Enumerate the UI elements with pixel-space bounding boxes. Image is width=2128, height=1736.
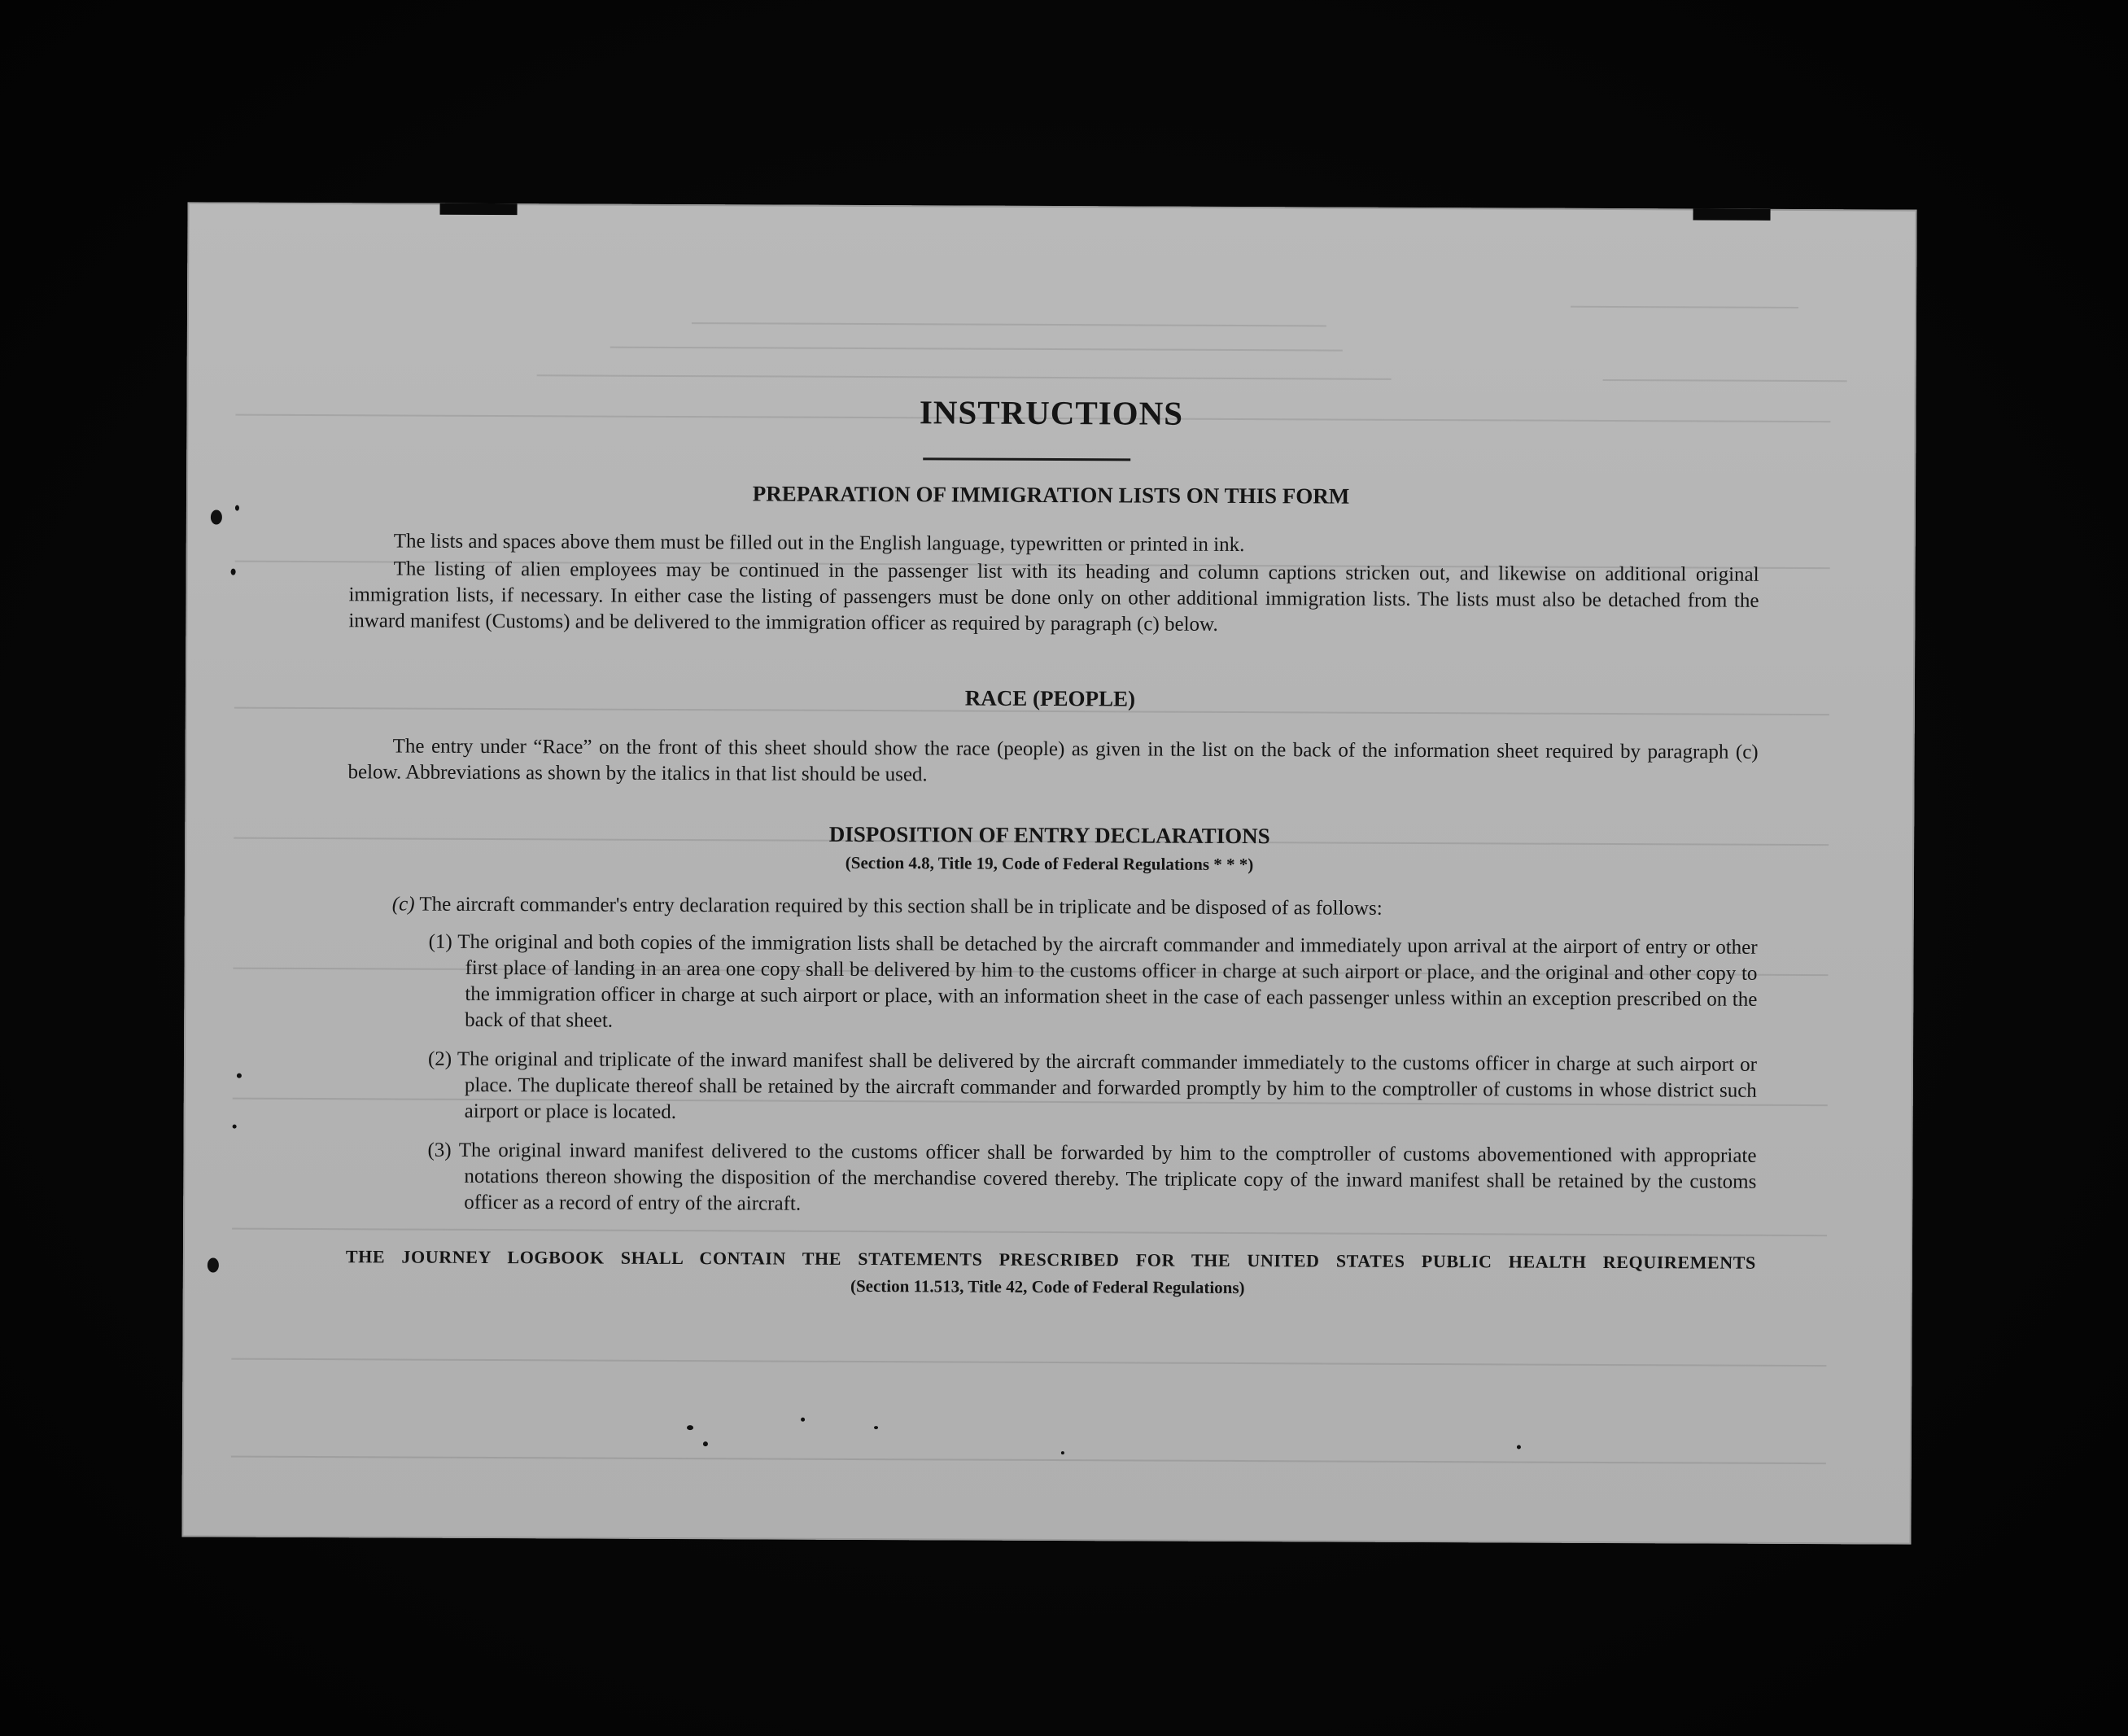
section-heading-disposition: DISPOSITION OF ENTRY DECLARATIONS [828, 821, 1270, 849]
footer-health-requirements: THE JOURNEY LOGBOOK SHALL CONTAIN THE STATEMENTS PRESCRIBED FOR THE UNITED STATES PUBLIC HEALTH REQUIREMENTS [345, 1246, 1756, 1273]
section-citation: (Section 4.8, Title 19, Code of Federal Regulations * * *) [845, 852, 1254, 875]
section-heading-preparation: PREPARATION OF IMMIGRATION LISTS ON THIS FORM [752, 481, 1350, 509]
list-item-number: (1) [428, 930, 452, 953]
list-item-text: The original and triplicate of the inward manifest shall be delivered by the aircraft commander immediately to the customs officer in charge at such airport or place. The duplicate thereof shall be retained by the aircraft commander and forwarded promptly by him to the comptroller of customs in whose district such airport or place is located. [457, 1047, 1758, 1124]
paragraph-race: The entry under “Race” on the front of this sheet should show the race (people) as given in the list on the back of the information sheet required by paragraph (c) below. Abbreviations as shown by the italics in that list should be used. [347, 735, 1759, 786]
paragraph-language: The lists and spaces above them must be filled out in the English language, typewritten or printed in ink. [393, 530, 1245, 557]
page-title: INSTRUCTIONS [919, 393, 1184, 432]
list-item [428, 1047, 1757, 1130]
list-item [427, 1138, 1756, 1222]
paragraph-c-label: (c) [391, 893, 415, 916]
footer-citation: (Section 11.513, Title 42, Code of Federal Regulations) [850, 1275, 1245, 1298]
section-heading-race: RACE (PEOPLE) [964, 685, 1136, 711]
list-item-number: (2) [427, 1047, 452, 1070]
form-sheet [181, 202, 1916, 1544]
list-item-number: (3) [427, 1139, 452, 1161]
list-item [428, 929, 1758, 1039]
instructions-content [181, 202, 1916, 1544]
paragraph-c-text: The aircraft commander's entry declaration required by this section shall be in triplicate and be disposed of as follows: [419, 893, 1383, 920]
paragraph-alien-employees: The listing of alien employees may be continued in the passenger list with its heading and column captions stricken out, and likewise on additional original immigration lists, if necessary. In either case the listing of passengers must be done only on other additional immigration lists. The lists must also be detached from the inward manifest (Customs) and be delivered to the immigration officer as required by paragraph (c) below. [348, 558, 1759, 636]
paragraph-c-intro [392, 891, 1758, 923]
title-underline [923, 457, 1130, 461]
list-item-text: The original and both copies of the immigration lists shall be detached by the aircraft commander and immediately upon arrival at the airport of entry or other first place of landing in an area one copy shall be delivered by him to the customs officer in charge at such airport or place, and the original and other copy to the immigration officer in charge at such airport or place, with an information sheet in the case of each passenger unless within an exception prescribed on the back of that sheet. [457, 930, 1758, 1032]
list-item-text: The original inward manifest delivered to the customs officer shall be forwarded by him to the comptroller of customs abovementioned with appropriate notations thereon showing the disposition of the merchandise covered thereby. The triplicate copy of the inward manifest shall be retained by the customs officer as a record of entry of the aircraft. [458, 1139, 1757, 1215]
